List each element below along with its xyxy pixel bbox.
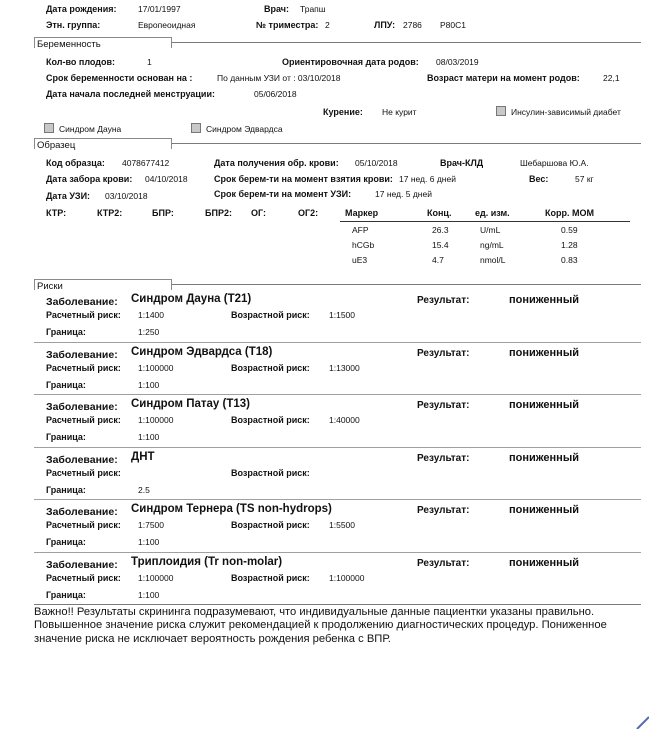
trimester-label: № триместра: <box>256 20 319 30</box>
border-label: Граница: <box>46 485 86 495</box>
result-value: пониженный <box>509 504 579 516</box>
disease-name: Триплоидия (Tr non-molar) <box>131 556 283 568</box>
disease-label: Заболевание: <box>46 506 118 518</box>
border-label: Граница: <box>46 537 86 547</box>
result-label: Результат: <box>417 295 470 306</box>
dob-value: 17/01/1997 <box>138 4 181 14</box>
disease-label: Заболевание: <box>46 401 118 413</box>
ethnic-value: Европеоидная <box>138 20 196 30</box>
trimester-value: 2 <box>325 20 330 30</box>
age-risk-label: Возрастной риск: <box>231 520 310 530</box>
border-value: 1:100 <box>138 537 160 547</box>
sample-section-title: Образец <box>37 140 76 151</box>
result-value: пониженный <box>509 294 579 306</box>
smoking-label: Курение: <box>323 107 363 117</box>
disease-name: Синдром Дауна (T21) <box>131 293 252 305</box>
lpu-value: 2786 <box>403 20 422 30</box>
calc-risk-label: Расчетный риск: <box>46 520 121 530</box>
marker-ue3: uE3 <box>352 255 368 265</box>
border-value: 1:250 <box>138 327 160 337</box>
disease-label: Заболевание: <box>46 296 118 308</box>
og-label: ОГ: <box>251 208 266 218</box>
marker-table-rule <box>340 221 630 222</box>
unit-ue3: nmol/L <box>480 255 506 265</box>
risks-section-title: Риски <box>37 281 63 292</box>
border-value: 1:100 <box>138 380 160 390</box>
conc-col-header: Конц. <box>427 208 452 218</box>
us-date-value: 03/10/2018 <box>105 191 148 201</box>
risk-separator <box>34 499 641 500</box>
lmp-label: Дата начала последней менструации: <box>46 89 215 99</box>
dob-label: Дата рождения: <box>46 4 117 14</box>
age-risk-value: 1:1500 <box>329 310 355 320</box>
sample-code-label: Код образца: <box>46 158 105 168</box>
pregnancy-section-title: Беременность <box>37 39 101 50</box>
mom-hcgb: 1.28 <box>561 240 578 250</box>
calc-risk-label: Расчетный риск: <box>46 573 121 583</box>
lpu-code: P80C1 <box>440 20 466 30</box>
calc-risk-value: 1:100000 <box>138 363 174 373</box>
disease-name: Синдром Патау (T13) <box>131 398 250 410</box>
border-value: 2.5 <box>138 485 150 495</box>
risk-separator <box>34 552 641 553</box>
term-draw-value: 17 нед. 6 дней <box>399 174 456 184</box>
mother-age-value: 22,1 <box>603 73 620 83</box>
mom-ue3: 0.83 <box>561 255 578 265</box>
calc-risk-label: Расчетный риск: <box>46 310 121 320</box>
risk-separator <box>34 447 641 448</box>
ethnic-label: Этн. группа: <box>46 20 101 30</box>
result-label: Результат: <box>417 400 470 411</box>
og2-label: ОГ2: <box>298 208 319 218</box>
age-risk-label: Возрастной риск: <box>231 573 310 583</box>
unit-afp: U/mL <box>480 225 501 235</box>
age-risk-label: Возрастной риск: <box>231 310 310 320</box>
calc-risk-value: 1:7500 <box>138 520 164 530</box>
lpu-label: ЛПУ: <box>374 20 396 30</box>
doctor-label: Врач: <box>264 4 290 14</box>
due-label: Ориентировочная дата родов: <box>282 57 419 67</box>
edwards-syndrome-checkbox[interactable] <box>191 123 201 133</box>
marker-hcgb: hCGb <box>352 240 375 250</box>
edwards-syndrome-label: Синдром Эдвардса <box>206 124 283 134</box>
fetus-value: 1 <box>147 57 152 67</box>
insulin-label: Инсулин-зависимый диабет <box>511 107 621 117</box>
ktr2-label: КТР2: <box>97 208 123 218</box>
border-label: Граница: <box>46 327 86 337</box>
weight-value: 57 кг <box>575 174 594 184</box>
ktr-label: КТР: <box>46 208 67 218</box>
border-label: Граница: <box>46 380 86 390</box>
age-risk-value: 1:40000 <box>329 415 360 425</box>
calc-risk-value: 1:1400 <box>138 310 164 320</box>
risk-separator <box>34 342 641 343</box>
unit-hcgb: ng/mL <box>480 240 504 250</box>
result-label: Результат: <box>417 505 470 516</box>
risk-separator <box>34 394 641 395</box>
insulin-checkbox[interactable] <box>496 106 506 116</box>
border-label: Граница: <box>46 432 86 442</box>
mother-age-label: Возраст матери на момент родов: <box>427 73 580 83</box>
result-value: пониженный <box>509 557 579 569</box>
kld-label: Врач-КЛД <box>440 158 484 168</box>
important-note: Важно!! Результаты скрининга подразумевают, что индивидуальные данные пациентки указаны правильно. Повышенное значение риска служит рекомендацией к продолжению диагностических процедур. Пониженное значение риска не исключает вероятность рождения ребенка с ВПР. <box>34 606 607 645</box>
down-syndrome-checkbox[interactable] <box>44 123 54 133</box>
border-value: 1:100 <box>138 432 160 442</box>
result-label: Результат: <box>417 348 470 359</box>
term-us-value: 17 нед. 5 дней <box>375 189 432 199</box>
conc-ue3: 4.7 <box>432 255 444 265</box>
age-risk-value: 1:13000 <box>329 363 360 373</box>
doctor-value: Трапш <box>300 4 326 14</box>
due-value: 08/03/2019 <box>436 57 479 67</box>
calc-risk-label: Расчетный риск: <box>46 415 121 425</box>
result-label: Результат: <box>417 558 470 569</box>
age-risk-label: Возрастной риск: <box>231 468 310 478</box>
mom-afp: 0.59 <box>561 225 578 235</box>
draw-date-value: 04/10/2018 <box>145 174 188 184</box>
term-basis-value: По данным УЗИ от : 03/10/2018 <box>217 73 341 83</box>
disease-name: ДНТ <box>131 451 155 463</box>
disease-label: Заболевание: <box>46 349 118 361</box>
age-risk-label: Возрастной риск: <box>231 363 310 373</box>
draw-date-label: Дата забора крови: <box>46 174 133 184</box>
bpr2-label: БПР2: <box>205 208 232 218</box>
result-label: Результат: <box>417 453 470 464</box>
smoking-value: Не курит <box>382 107 417 117</box>
resize-corner-icon <box>635 715 649 729</box>
mom-col-header: Корр. МОМ <box>545 208 594 218</box>
down-syndrome-label: Синдром Дауна <box>59 124 122 134</box>
term-us-label: Срок берем-ти на момент УЗИ: <box>214 189 352 199</box>
result-value: пониженный <box>509 452 579 464</box>
conc-hcgb: 15.4 <box>432 240 449 250</box>
disease-name: Синдром Тернера (TS non-hydrops) <box>131 503 332 515</box>
conc-afp: 26.3 <box>432 225 449 235</box>
age-risk-label: Возрастной риск: <box>231 415 310 425</box>
sample-code-value: 4078677412 <box>122 158 170 168</box>
age-risk-value: 1:100000 <box>329 573 365 583</box>
disease-label: Заболевание: <box>46 559 118 571</box>
disease-name: Синдром Эдвардса (T18) <box>131 346 273 358</box>
unit-col-header: ед. изм. <box>475 208 510 218</box>
us-date-label: Дата УЗИ: <box>46 191 91 201</box>
calc-risk-label: Расчетный риск: <box>46 363 121 373</box>
weight-label: Вес: <box>529 174 549 184</box>
calc-risk-label: Расчетный риск: <box>46 468 121 478</box>
bpr-label: БПР: <box>152 208 174 218</box>
age-risk-value: 1:5500 <box>329 520 355 530</box>
result-value: пониженный <box>509 347 579 359</box>
disease-label: Заболевание: <box>46 454 118 466</box>
received-label: Дата получения обр. крови: <box>214 158 339 168</box>
marker-afp: AFP <box>352 225 369 235</box>
fetus-label: Кол-во плодов: <box>46 57 116 67</box>
note-divider <box>34 604 641 605</box>
term-basis-label: Срок беременности основан на : <box>46 73 193 83</box>
marker-col-header: Маркер <box>345 208 379 218</box>
lmp-value: 05/06/2018 <box>254 89 297 99</box>
result-value: пониженный <box>509 399 579 411</box>
border-value: 1:100 <box>138 590 160 600</box>
received-value: 05/10/2018 <box>355 158 398 168</box>
calc-risk-value: 1:100000 <box>138 573 174 583</box>
border-label: Граница: <box>46 590 86 600</box>
kld-value: Шебаршова Ю.А. <box>520 158 589 168</box>
term-draw-label: Срок берем-ти на момент взятия крови: <box>214 174 393 184</box>
calc-risk-value: 1:100000 <box>138 415 174 425</box>
